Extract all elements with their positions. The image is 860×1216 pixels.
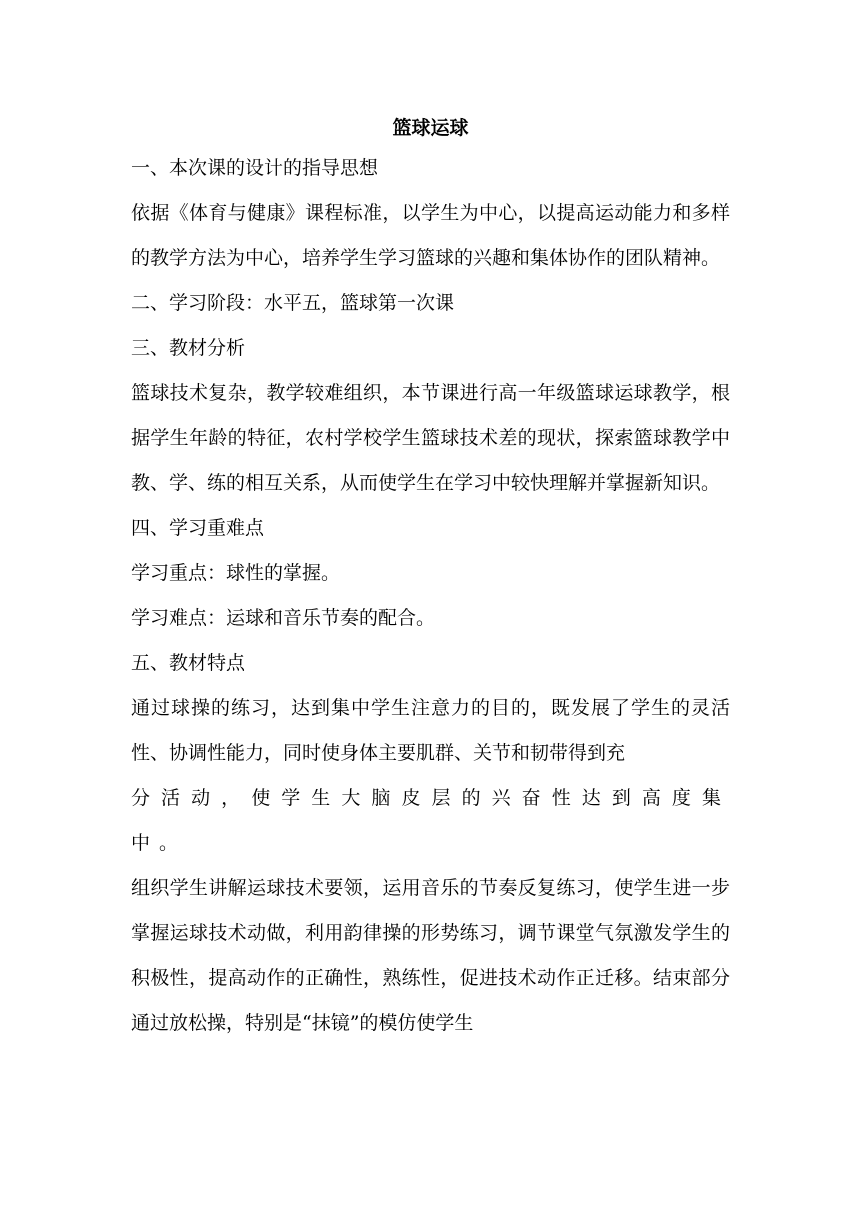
section-heading-guiding-idea: 一、本次课的设计的指导思想 (131, 157, 379, 179)
document-title: 篮球运球 (392, 117, 469, 139)
paragraph-key-point: 学习重点：球性的掌握。 (131, 562, 341, 584)
paragraph-material-analysis: 篮球技术复杂，教学较难组织，本节课进行高一年级篮球运球教学，根据学生年龄的特征，农村学校学生篮球技术差的现状，探索篮球教学中教、学、练的相互关系，从而使学生在学习中较快理解并掌握新知识。 (131, 382, 730, 494)
paragraph-guiding-idea: 依据《体育与健康》课程标准，以学生为中心，以提高运动能力和多样的教学方法为中心，培养学生学习篮球的兴趣和集体协作的团队精神。 (131, 202, 730, 269)
section-heading-material-analysis: 三、教材分析 (131, 337, 246, 359)
section-heading-learning-stage: 二、学习阶段：水平五，篮球第一次课 (131, 292, 455, 314)
paragraph-material-features-2: 分活动，使学生大脑皮层的兴奋性达到高度集中。 (131, 787, 730, 854)
document-body (131, 110, 730, 1046)
paragraph-material-features-1: 通过球操的练习，达到集中学生注意力的目的，既发展了学生的灵活性、协调性能力，同时使身体主要肌群、关节和韧带得到充 (131, 697, 730, 764)
paragraph-material-features-3: 组织学生讲解运球技术要领，运用音乐的节奏反复练习，使学生进一步掌握运球技术动做，利用韵律操的形势练习，调节课堂气氛激发学生的积极性，提高动作的正确性，熟练性，促进技术动作正迁移。结束部分通过放松操，特别是“抹镜”的模仿使学生 (131, 877, 730, 1034)
paragraph-difficult-point: 学习难点：运球和音乐节奏的配合。 (131, 607, 436, 629)
section-heading-key-points: 四、学习重难点 (131, 517, 265, 539)
section-heading-material-features: 五、教材特点 (131, 652, 246, 674)
